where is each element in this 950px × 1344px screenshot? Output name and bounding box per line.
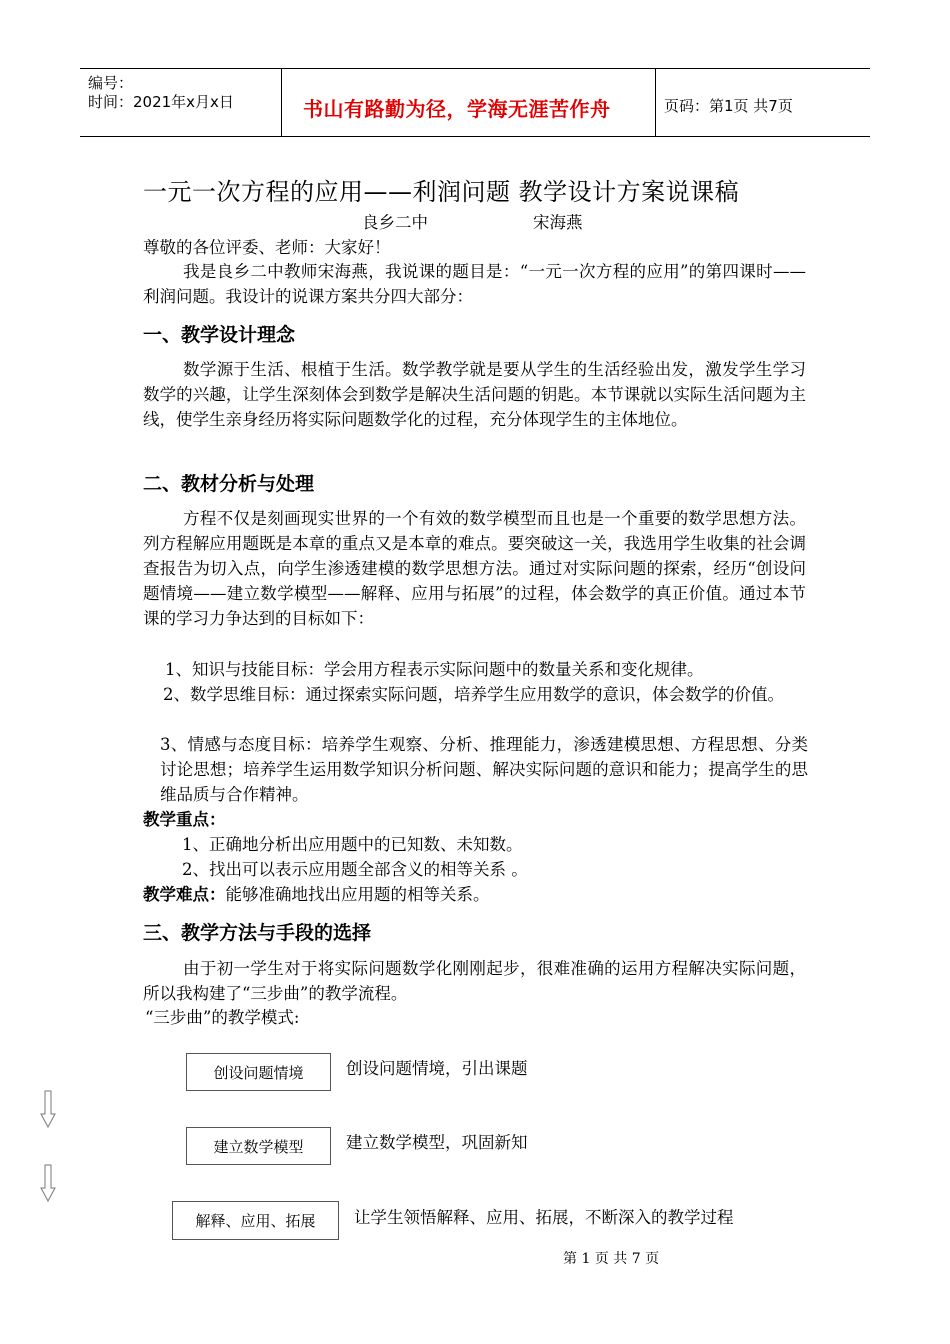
- down-arrow-icon: [40, 1164, 56, 1202]
- header-bottom-rule: [80, 136, 870, 137]
- page-footer: 第 1 页 共 7 页: [563, 1251, 660, 1267]
- section3-paragraph: 由于初一学生对于将实际问题数学化刚刚起步，很难准确的运用方程解决实际问题，所以我构建了“三步曲”的教学流程。: [143, 959, 806, 1003]
- section2-paragraph: 方程不仅是刻画现实世界的一个有效的数学模型而且也是一个重要的数学思想方法。列方程解应用题既是本章的重点又是本章的难点。要突破这一关，我选用学生收集的社会调查报告为切入点，向学生渗透建模的数学思想方法。通过对实际问题的探索，经历“创设问题情境——建立数学模型——解释、应用与拓展”的过程，体会数学的真正价值。通过本节课的学习力争达到的目标如下：: [143, 509, 806, 628]
- key-points-label: [143, 807, 226, 832]
- motto: 书山有路勤为径，学海无涯苦作舟: [303, 97, 611, 121]
- section-heading-2: 二、教材分析与处理: [143, 473, 315, 495]
- document-title: 一元一次方程的应用——利润问题 教学设计方案说课稿: [143, 178, 740, 206]
- author-name: 宋海燕: [533, 213, 583, 232]
- section-heading-3: 三、教学方法与手段的选择: [143, 922, 372, 944]
- step-description: 建立数学模型，巩固新知: [346, 1133, 528, 1152]
- step-description: 让学生领悟解释、应用、拓展，不断深入的教学过程: [354, 1208, 734, 1227]
- section-heading-1: 一、教学设计理念: [143, 324, 296, 346]
- goal-item: 1、知识与技能目标：学会用方程表示实际问题中的数量关系和变化规律。: [165, 660, 704, 679]
- time-label: 时间：2021年x月x日: [88, 93, 234, 111]
- difficulty-label: 教学难点：: [143, 885, 226, 904]
- key-point-item: 1、正确地分析出应用题中的已知数、未知数。: [182, 835, 523, 854]
- step-box-label: 解释、应用、拓展: [195, 1212, 316, 1230]
- author-school: 良乡二中: [362, 213, 428, 232]
- intro-paragraph: 我是良乡二中教师宋海燕，我说课的题目是：“一元一次方程的应用”的第四课时——利润问题。我设计的说课方案共分四大部分：: [143, 262, 806, 306]
- step-box: [172, 1201, 339, 1240]
- step-description: 创设问题情境，引出课题: [346, 1059, 528, 1078]
- goal-item: 3、情感与态度目标：培养学生观察、分析、推理能力，渗透建模思想、方程思想、分类讨论思想；培养学生运用数学知识分析问题、解决实际问题的意识和能力；提高学生的思维品质与合作精神。: [160, 735, 808, 804]
- key-points-label-text: 教学重点：: [143, 810, 226, 829]
- key-point-item: 2、找出可以表示应用题全部含义的相等关系 。: [182, 860, 528, 879]
- down-arrow-icon: [40, 1090, 56, 1128]
- step-box-label: 创设问题情境: [213, 1063, 304, 1082]
- section1-paragraph: 数学源于生活、根植于生活。数学教学就是要从学生的生活经验出发，激发学生学习数学的兴趣，让学生深刻体会到数学是解决生活问题的钥匙。本节课就以实际生活问题为主线，使学生亲身经历将实际问题数学化的过程，充分体现学生的主体地位。: [143, 360, 806, 429]
- number-label: 编号：: [88, 74, 134, 92]
- step-box: [186, 1127, 331, 1165]
- header-divider-right: [655, 68, 656, 136]
- greeting: 尊敬的各位评委、老师：大家好！: [143, 238, 391, 257]
- step-box-label: 建立数学模型: [213, 1137, 304, 1156]
- mode-label: “三步曲”的教学模式:: [145, 1008, 300, 1027]
- page-code: 页码：第1页 共7页: [664, 97, 793, 115]
- goal-item: 2、数学思维目标：通过探索实际问题，培养学生应用数学的意识，体会数学的价值。: [163, 685, 784, 704]
- difficulty-line: [143, 882, 490, 907]
- difficulty-text: 能够准确地找出应用题的相等关系。: [225, 885, 490, 904]
- header-divider-left: [281, 68, 282, 136]
- header-top-rule: [80, 68, 870, 69]
- step-box: [186, 1053, 331, 1091]
